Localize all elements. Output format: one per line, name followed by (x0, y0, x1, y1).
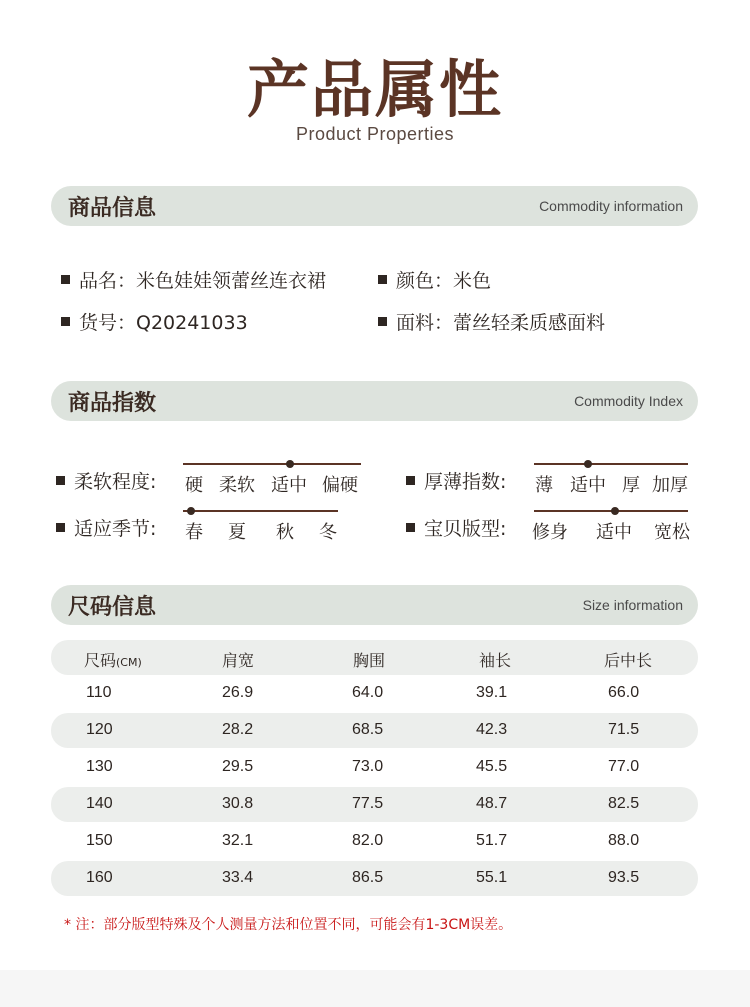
cell-shoulder: 29.5 (222, 758, 254, 775)
season-option-3: 秋 (276, 522, 294, 543)
info-item-color (378, 266, 491, 293)
cell-back-length: 88.0 (608, 832, 640, 849)
section-header-info (51, 186, 698, 226)
cell-size: 130 (86, 758, 113, 775)
cell-size: 110 (86, 684, 112, 701)
bullet-square-icon (61, 275, 70, 284)
cell-sleeve: 55.1 (476, 869, 508, 886)
section-title-size: 尺码信息 (68, 595, 157, 620)
info-item-name (61, 266, 326, 293)
fit-marker (611, 507, 619, 515)
section-header-index (51, 381, 698, 421)
table-row (51, 750, 698, 785)
cell-chest: 73.0 (352, 758, 384, 775)
index-season-label: 适应季节: (74, 518, 157, 540)
measurement-note: * 注：部分版型特殊及个人测量方法和位置不同，可能会有1-3CM误差。 (64, 917, 513, 933)
fit-option-3: 宽松 (654, 522, 690, 543)
index-thickness (406, 467, 506, 494)
index-fit-label: 宝贝版型: (424, 518, 507, 540)
softness-option-1: 硬 (185, 475, 203, 496)
softness-option-2: 柔软 (219, 475, 255, 496)
cell-size: 160 (86, 869, 113, 886)
cell-chest: 77.5 (352, 795, 384, 812)
softness-option-4: 偏硬 (322, 475, 358, 496)
cell-sleeve: 45.5 (476, 758, 508, 775)
cell-shoulder: 26.9 (222, 684, 254, 701)
size-table-header (51, 640, 698, 675)
season-option-2: 夏 (228, 522, 246, 543)
thickness-marker (584, 460, 592, 468)
cell-sleeve: 51.7 (476, 832, 508, 849)
cell-shoulder: 32.1 (222, 832, 254, 849)
header-size-label: 尺码 (84, 651, 117, 670)
scale-line (183, 510, 338, 512)
softness-marker (286, 460, 294, 468)
cell-back-length: 66.0 (608, 684, 640, 701)
header-shoulder: 肩宽 (222, 651, 255, 670)
index-fit (406, 514, 506, 541)
bullet-square-icon (56, 476, 65, 485)
fit-option-1: 修身 (532, 522, 568, 543)
cell-sleeve: 48.7 (476, 795, 508, 812)
cell-size: 140 (86, 795, 113, 812)
bullet-square-icon (406, 523, 415, 532)
table-row (51, 824, 698, 859)
index-thickness-label: 厚薄指数: (424, 471, 507, 493)
bullet-square-icon (56, 523, 65, 532)
index-softness-label: 柔软程度: (74, 471, 157, 493)
cell-chest: 64.0 (352, 684, 384, 701)
scale-line (183, 463, 361, 465)
index-softness (56, 467, 156, 494)
scale-line (534, 463, 688, 465)
cell-shoulder: 28.2 (222, 721, 254, 738)
cell-back-length: 71.5 (608, 721, 640, 738)
table-row (51, 713, 698, 748)
cell-size: 120 (86, 721, 113, 738)
page-title: 产品属性 (246, 53, 503, 126)
info-sku-text: 货号：Q20241033 (79, 312, 248, 334)
thickness-option-4: 加厚 (652, 475, 688, 496)
info-fabric-text: 面料：蕾丝轻柔质感面料 (396, 312, 606, 334)
section-title-info: 商品信息 (68, 196, 157, 221)
cell-chest: 86.5 (352, 869, 384, 886)
header-chest: 胸围 (353, 651, 386, 670)
info-name-text: 品名：米色娃娃领蕾丝连衣裙 (79, 270, 327, 292)
section-en-size: Size information (582, 597, 683, 613)
season-option-1: 春 (185, 522, 203, 543)
index-season (56, 514, 156, 541)
thickness-option-3: 厚 (622, 475, 640, 496)
thickness-option-2: 适中 (570, 475, 606, 496)
bullet-square-icon (406, 476, 415, 485)
page-subtitle: Product Properties (295, 124, 455, 144)
info-item-fabric (378, 308, 605, 335)
thickness-option-1: 薄 (535, 475, 553, 496)
cell-shoulder: 30.8 (222, 795, 254, 812)
table-row (51, 861, 698, 896)
cell-shoulder: 33.4 (222, 869, 254, 886)
info-item-sku (61, 308, 248, 335)
section-en-index: Commodity Index (574, 393, 683, 409)
bullet-square-icon (378, 275, 387, 284)
info-color-text: 颜色：米色 (396, 270, 492, 292)
header-unit: (CM) (116, 656, 142, 669)
season-option-4: 冬 (319, 522, 337, 543)
header-back-length: 后中长 (604, 651, 653, 670)
header-size (84, 648, 142, 671)
table-row (51, 787, 698, 822)
softness-option-3: 适中 (271, 475, 307, 496)
cell-back-length: 77.0 (608, 758, 640, 775)
bottom-divider (0, 970, 750, 1007)
header-sleeve: 袖长 (479, 651, 512, 670)
cell-size: 150 (86, 832, 113, 849)
cell-back-length: 82.5 (608, 795, 640, 812)
bullet-square-icon (378, 317, 387, 326)
cell-sleeve: 42.3 (476, 721, 508, 738)
section-en-info: Commodity information (539, 198, 683, 214)
bullet-square-icon (61, 317, 70, 326)
cell-back-length: 93.5 (608, 869, 640, 886)
cell-chest: 82.0 (352, 832, 384, 849)
season-marker (187, 507, 195, 515)
fit-option-2: 适中 (596, 522, 632, 543)
section-title-index: 商品指数 (68, 391, 157, 416)
cell-chest: 68.5 (352, 721, 384, 738)
cell-sleeve: 39.1 (476, 684, 508, 701)
section-header-size (51, 585, 698, 625)
table-row (51, 676, 698, 711)
